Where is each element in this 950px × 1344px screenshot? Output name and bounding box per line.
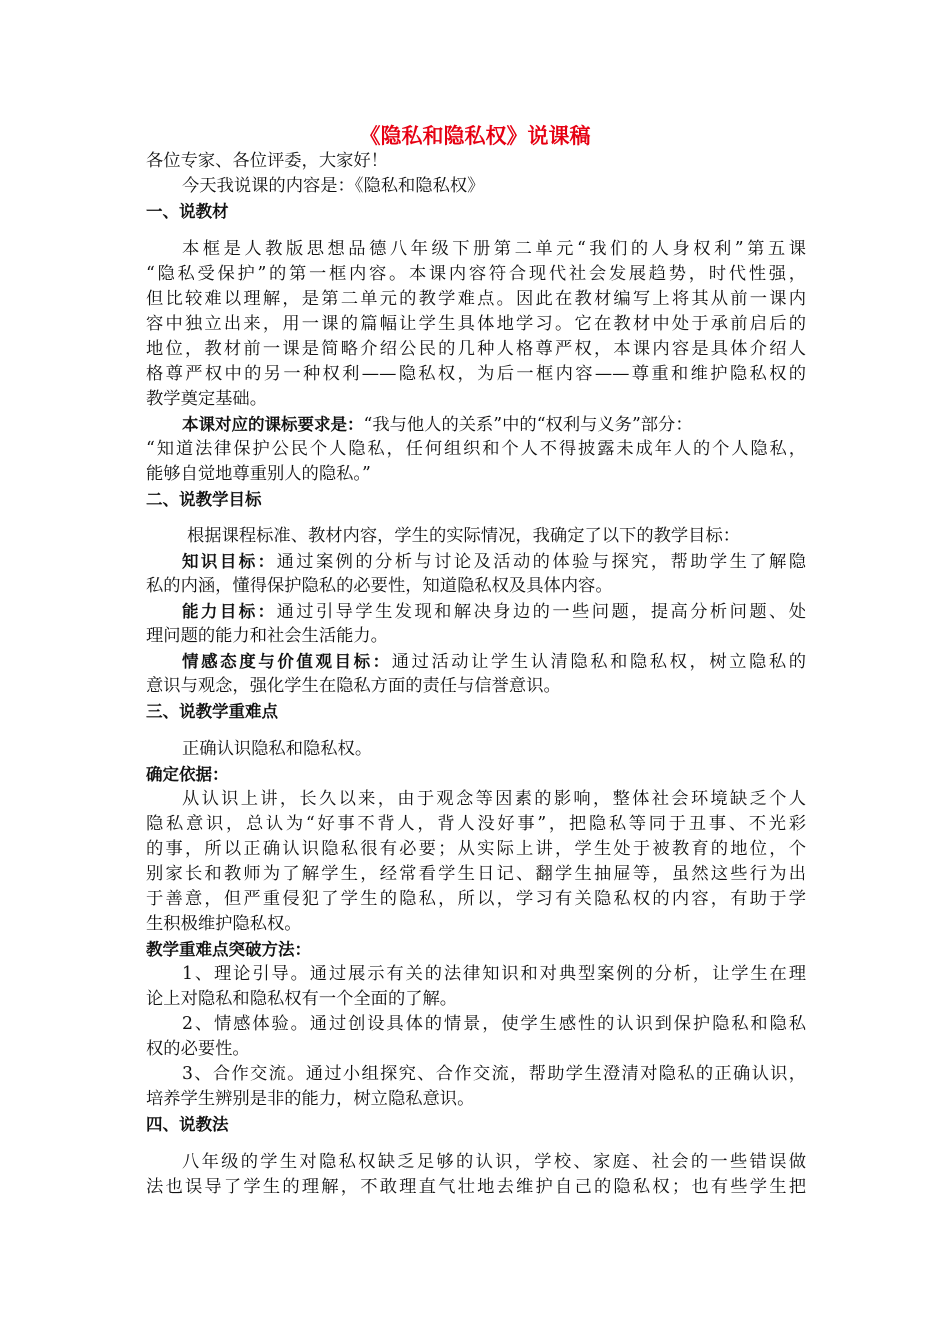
s4-p1-line: 法也误导了学生的理解，不敢理直气壮地去维护自己的隐私权；也有些学生把 [146, 1177, 806, 1197]
section-heading-4: 四、说教法 [146, 1115, 229, 1134]
ability-goal-label: 能力目标： [182, 602, 277, 621]
intro-line: 今天我说课的内容是：《隐私和隐私权》 [182, 176, 485, 196]
method-item: 1、理论引导。通过展示有关的法律知识和对典型案例的分析，让学生在理 [182, 964, 806, 984]
s1-p1-line: 格尊严权中的另一种权利——隐私权，为后一框内容——尊重和维护隐私权的 [146, 364, 806, 384]
method-item-cont: 培养学生辨别是非的能力，树立隐私意识。 [146, 1089, 475, 1109]
curriculum-standard-label: 本课对应的课标要求是： [182, 415, 364, 434]
s1-p1-line: 教学奠定基础。 [146, 389, 267, 409]
s4-p1-line: 八年级的学生对隐私权缺乏足够的认识，学校、家庭、社会的一些错误做 [182, 1152, 806, 1172]
knowledge-goal-line [182, 549, 806, 575]
method-item: 2、情感体验。通过创设具体的情景，使学生感性的认识到保护隐私和隐私 [182, 1014, 806, 1034]
knowledge-goal-cont: 私的内涵，懂得保护隐私的必要性，知道隐私权及具体内容。 [146, 576, 613, 596]
s1-p2-line: “知道法律保护公民个人隐私，任何组织和个人不得披露未成年人的个人隐私， [146, 439, 806, 459]
curriculum-standard-line [182, 412, 806, 438]
basis-line: 从认识上讲，长久以来，由于观念等因素的影响，整体社会环境缺乏个人 [182, 789, 806, 809]
curriculum-standard-text: “我与他人的关系”中的“权利与义务”部分： [363, 415, 693, 435]
basis-line: 别家长和教师为了解学生，经常看学生日记、翻学生抽屉等，虽然这些行为出 [146, 864, 806, 884]
basis-line: 于善意，但严重侵犯了学生的隐私，所以，学习有关隐私权的内容，有助于学 [146, 889, 806, 909]
emotion-goal-line [182, 649, 806, 675]
ability-goal-cont: 理问题的能力和社会生活能力。 [146, 626, 388, 646]
method-item-cont: 权的必要性。 [146, 1039, 250, 1059]
key-point: 正确认识隐私和隐私权。 [182, 739, 373, 759]
method-item-cont: 论上对隐私和隐私权有一个全面的了解。 [146, 989, 458, 1009]
section-heading-2: 二、说教学目标 [146, 490, 262, 509]
s1-p1-line: 地位，教材前一课是简略介绍公民的几种人格尊严权，本课内容是具体介绍人 [146, 339, 806, 359]
s1-p2-line: 能够自觉地尊重别人的隐私。” [146, 464, 371, 484]
method-item: 3、合作交流。通过小组探究、合作交流，帮助学生澄清对隐私的正确认识， [182, 1064, 806, 1084]
section-heading-3: 三、说教学重难点 [146, 702, 278, 721]
section-heading-1: 一、说教材 [146, 202, 229, 221]
ability-goal-line [182, 599, 806, 625]
s1-p1-line: 但比较难以理解，是第二单元的教学难点。因此在教材编写上将其从前一课内 [146, 289, 806, 309]
s2-intro: 根据课程标准、教材内容，学生的实际情况，我确定了以下的教学目标： [187, 526, 741, 546]
document-title: 《隐私和隐私权》说课稿 [359, 124, 591, 148]
ability-goal-text: 通过引导学生发现和解决身边的一些问题，提高分析问题、处 [276, 602, 807, 622]
basis-line: 的事，所以正确认识隐私很有必要；从实际上讲，学生处于被教育的地位，个 [146, 839, 806, 859]
s1-p1-line: “隐私受保护”的第一框内容。本课内容符合现代社会发展趋势，时代性强， [146, 264, 806, 284]
emotion-goal-label: 情感态度与价值观目标： [182, 652, 392, 671]
method-label: 教学重难点突破方法： [146, 940, 311, 959]
emotion-goal-cont: 意识与观念，强化学生在隐私方面的责任与信誉意识。 [146, 676, 561, 696]
basis-label: 确定依据： [146, 765, 229, 784]
s1-p1-line: 容中独立出来，用一课的篇幅让学生具体地学习。它在教材中处于承前启后的 [146, 314, 806, 334]
knowledge-goal-label: 知识目标： [182, 552, 277, 571]
s1-p1-line: 本框是人教版思想品德八年级下册第二单元“我们的人身权利”第五课 [182, 239, 806, 259]
basis-line: 隐私意识，总认为“好事不背人，背人没好事”，把隐私等同于丑事、不光彩 [146, 814, 806, 834]
knowledge-goal-text: 通过案例的分析与讨论及活动的体验与探究，帮助学生了解隐 [276, 552, 807, 572]
emotion-goal-text: 通过活动让学生认清隐私和隐私权，树立隐私的 [391, 652, 806, 672]
basis-line: 生积极维护隐私权。 [146, 914, 302, 934]
greeting: 各位专家、各位评委，大家好！ [146, 151, 388, 171]
